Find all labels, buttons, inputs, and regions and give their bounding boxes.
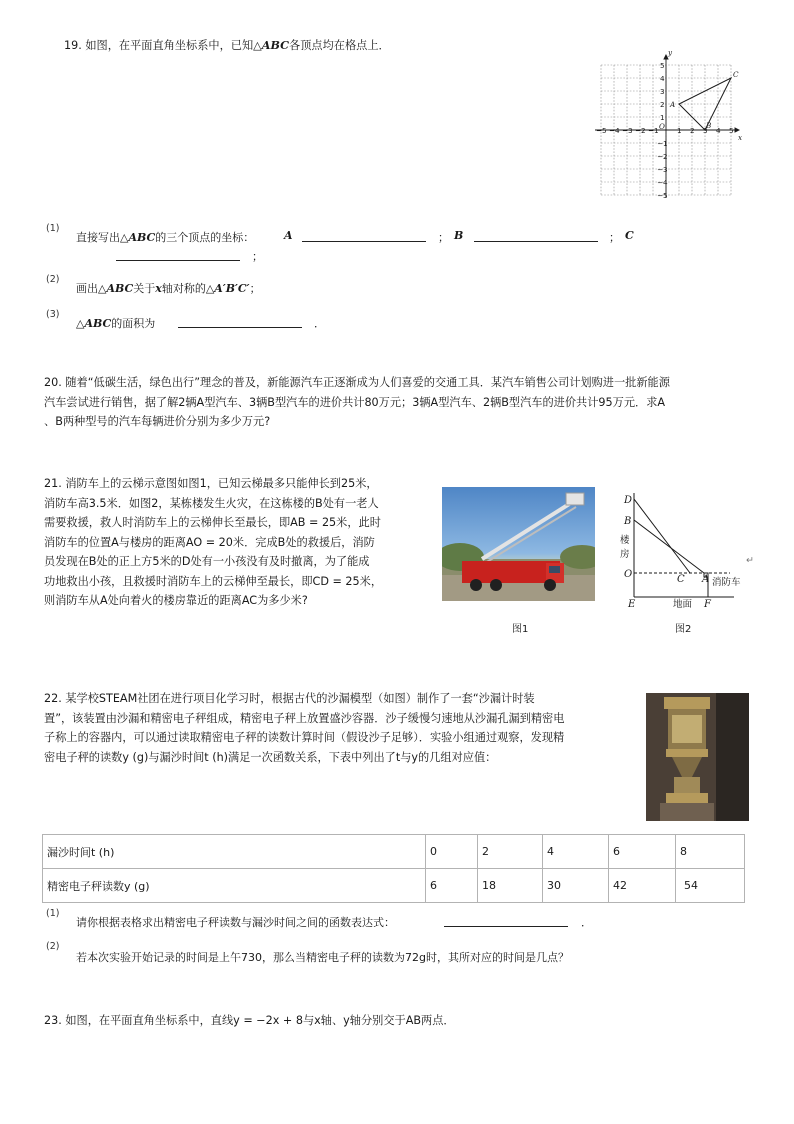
figure-1-caption: 图1 [512, 624, 529, 635]
q21-line-2: 消防车高3.5米．如图2，某栋楼发生火灾，在这栋楼的B处有一老人 [44, 496, 379, 510]
y-tick-label: −4 [657, 178, 668, 187]
x-tick-label: 1 [677, 126, 682, 135]
q21-line-1: 21. 消防车上的云梯示意图如图1，已知云梯最多只能伸长到25米， [44, 477, 378, 490]
y-tick-label: −5 [657, 191, 668, 198]
point-b-label: B [624, 516, 632, 527]
x-axis-arrow [735, 128, 739, 132]
building-label-2: 房 [620, 549, 630, 560]
table-cell: 8 [676, 835, 745, 869]
x-tick-label: −2 [635, 126, 646, 135]
q19-coordinate-grid [592, 38, 752, 198]
y-tick-label: −1 [657, 139, 668, 148]
q23-line-1: 23. 如图，在平面直角坐标系中，直线y = −2x + 8与x轴、y轴分别交于AB两点． [44, 1014, 455, 1027]
ground-label: 地面 [673, 599, 693, 610]
q21-line-5: 员发现在B处的正上方5米的D处有一小孩没有及时撤离，为了能成 [44, 555, 370, 568]
y-tick-label: −2 [657, 152, 668, 161]
q22-line-3: 子称上的容器内，可以通过读取精密电子秤的读数计算时间（假设沙子足够）．实验小组通过观察，发现精 [44, 731, 565, 744]
q21-text [44, 474, 382, 611]
q21-line-4: 消防车的位置A与楼房的距离AO = 20米．完成B处的救援后，消防 [44, 535, 375, 549]
q22-line-4: 密电子秤的读数y (g)与漏沙时间t (h)满足一次函数关系，下表中列出了t与y的几组对应值： [44, 750, 497, 764]
origin-label: O [659, 122, 665, 131]
point-e-label: E [628, 599, 636, 610]
x-tick-label: 3 [703, 126, 708, 135]
point-a-label: A [670, 100, 676, 109]
x-axis-label: x [738, 133, 743, 142]
point-f-label: F [704, 599, 711, 610]
q20-text [44, 373, 670, 432]
q22-line-2: 置”，该装置由沙漏和精密电子秤组成，精密电子秤上放置盛沙容器．沙子缓慢匀速地从沙漏孔漏到精密电 [44, 711, 565, 725]
x-tick-label: −3 [622, 126, 633, 135]
q19-sub1-number: (1) [46, 223, 60, 234]
q22-sub1-number: (1) [46, 908, 60, 919]
q19-stem: 19. 如图，在平面直角坐标系中，已知△ABC各顶点均在格点上． [64, 38, 390, 52]
table-row-label: 漏沙时间t (h) [43, 835, 426, 869]
return-mark: ↵ [746, 555, 754, 566]
q22-text [44, 689, 564, 767]
fire-truck-photo [442, 487, 595, 601]
y-tick-label: 4 [660, 74, 665, 83]
table-row [43, 835, 745, 869]
table-cell: 54 [676, 869, 745, 903]
y-tick-label: 3 [660, 87, 665, 96]
table-cell: 30 [543, 869, 609, 903]
y-tick-label: 2 [660, 100, 665, 109]
q23-text [44, 1011, 455, 1031]
table-cell: 6 [426, 869, 478, 903]
table-row [43, 869, 745, 903]
q22-data-table [42, 834, 745, 903]
y-tick-label: −3 [657, 165, 668, 174]
q21-line-6: 功地救出小孩，且救援时消防车上的云梯伸至最长，即CD = 25米， [44, 574, 383, 588]
x-tick-label: −1 [648, 126, 659, 135]
q21-line-3: 需要救援，救人时消防车上的云梯伸长至最长，即AB = 25米，此时 [44, 516, 381, 529]
y-axis-label: y [668, 48, 673, 57]
x-tick-label: 2 [690, 126, 695, 135]
point-o-label: O [624, 569, 633, 580]
q19-sub2-number: (2) [46, 274, 60, 285]
q21-figure-2 [618, 487, 788, 617]
q21-line-7: 则消防车从A处向着火的楼房靠近的距离AC为多少米? [44, 594, 308, 607]
x-tick-label: −4 [609, 126, 620, 135]
truck-label: 消防车 [712, 577, 741, 588]
y-tick-label: 5 [660, 61, 665, 70]
q20-line-1: 20. 随着“低碳生活，绿色出行”理念的普及，新能源汽车正逐渐成为人们喜爱的交通工具．某汽车销售公司计划购进一批新能源 [44, 376, 670, 389]
answer-blank-c[interactable] [116, 248, 240, 261]
point-a-label: A [702, 574, 710, 585]
table-cell: 2 [478, 835, 543, 869]
point-c-label: C [733, 70, 739, 79]
table-cell: 42 [609, 869, 676, 903]
figure-2-caption: 图2 [675, 624, 692, 635]
triangle-abc: △ABC [253, 38, 290, 52]
q20-line-3: 、B两种型号的汽车每辆进价分别为多少万元? [44, 415, 271, 428]
table-cell: 18 [478, 869, 543, 903]
q19-sub3-number: (3) [46, 309, 60, 320]
answer-blank-a[interactable] [302, 229, 426, 242]
q22-line-1: 22. 某学校STEAM社团在进行项目化学习时，根据古代的沙漏模型（如图）制作了一套“沙漏计时装 [44, 692, 535, 705]
table-cell: 6 [609, 835, 676, 869]
point-c-label: C [677, 574, 685, 585]
answer-blank-b[interactable] [474, 229, 598, 242]
label-c: C [625, 229, 634, 242]
point-b-label: B [706, 121, 712, 130]
answer-blank-area[interactable] [178, 315, 302, 328]
x-tick-label: −5 [596, 126, 607, 135]
label-a: A [284, 229, 293, 242]
x-tick-label: 5 [729, 126, 734, 135]
y-tick-label: 1 [660, 113, 665, 122]
building-label-1: 楼 [620, 535, 630, 546]
table-cell: 0 [426, 835, 478, 869]
hourglass-photo [646, 693, 749, 821]
answer-blank-function[interactable] [444, 914, 568, 927]
q20-line-2: 汽车尝试进行销售，据了解2辆A型汽车、3辆B型汽车的进价共计80万元；3辆A型汽车、2辆B型汽车的进价共计95万元．求A [44, 395, 666, 409]
table-row-label: 精密电子秤读数y (g) [43, 869, 426, 903]
table-cell: 4 [543, 835, 609, 869]
point-d-label: D [624, 495, 633, 506]
label-b: B [454, 229, 464, 242]
q22-sub2-number: (2) [46, 941, 60, 952]
x-tick-label: 4 [716, 126, 721, 135]
